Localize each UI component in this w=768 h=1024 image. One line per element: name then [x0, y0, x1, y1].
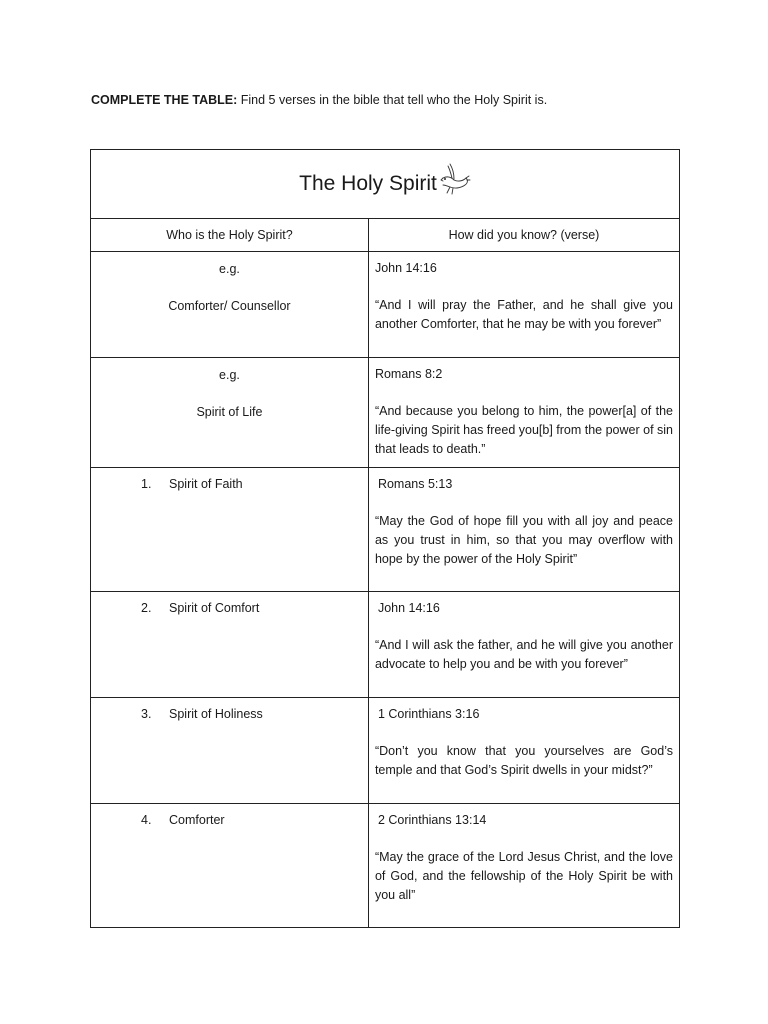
verse-quote: “And I will pray the Father, and he shall give you another Comforter, that he may be with you forever”	[374, 298, 673, 331]
who-text: Spirit of Life	[196, 405, 263, 419]
verse-quote: “Don’t you know that you yourselves are God’s temple and that God’s Spirit dwells in your midst?”	[374, 744, 673, 777]
who-text: Spirit of Holiness	[169, 707, 263, 721]
row-number: 1.	[141, 477, 152, 491]
row-number: 3.	[141, 707, 152, 721]
instruction-bold: COMPLETE THE TABLE:	[91, 93, 238, 107]
holy-spirit-table	[90, 149, 680, 928]
verse-reference: Romans 5:13	[377, 477, 453, 491]
dove-icon	[439, 163, 471, 197]
who-cell	[91, 592, 369, 698]
table-row	[91, 358, 680, 468]
example-tag: e.g.	[219, 262, 240, 276]
verse-quote: “And I will ask the father, and he will give you another advocate to help you and be with you forever”	[374, 638, 673, 671]
instruction-line	[91, 93, 547, 107]
verse-reference: 1 Corinthians 3:16	[377, 707, 480, 721]
who-cell	[91, 804, 369, 928]
instruction-text: Find 5 verses in the bible that tell who the Holy Spirit is.	[237, 93, 548, 107]
table-row	[91, 698, 680, 804]
who-text: Comforter/ Counsellor	[168, 299, 291, 313]
who-cell	[91, 468, 369, 592]
verse-cell	[368, 698, 679, 804]
verse-quote: “May the God of hope fill you with all joy and peace as you trust in him, so that you may overflow with hope by the power of the Holy Spirit”	[374, 514, 673, 566]
row-number: 2.	[141, 601, 152, 615]
verse-reference: 2 Corinthians 13:14	[377, 813, 487, 827]
who-text: Comforter	[169, 813, 225, 827]
verse-reference: Romans 8:2	[374, 367, 443, 381]
verse-reference: John 14:16	[374, 261, 437, 275]
verse-quote: “And because you belong to him, the power[a] of the life-giving Spirit has freed you[b] from the power of sin that leads to death.”	[374, 404, 673, 456]
row-number: 4.	[141, 813, 152, 827]
header-verse: How did you know? (verse)	[368, 219, 679, 252]
table-row	[91, 252, 680, 358]
verse-reference: John 14:16	[377, 601, 440, 615]
verse-cell	[368, 468, 679, 592]
who-cell	[91, 252, 369, 358]
header-row	[91, 219, 680, 252]
verse-cell	[368, 804, 679, 928]
verse-cell	[368, 252, 679, 358]
who-text: Spirit of Comfort	[169, 601, 260, 615]
table-title: The Holy Spirit	[299, 172, 437, 195]
who-cell	[91, 698, 369, 804]
table-row	[91, 468, 680, 592]
example-tag: e.g.	[219, 368, 240, 382]
who-cell	[91, 358, 369, 468]
verse-cell	[368, 592, 679, 698]
verse-cell	[368, 358, 679, 468]
title-row	[91, 150, 680, 219]
title-cell	[91, 150, 680, 219]
who-text: Spirit of Faith	[169, 477, 243, 491]
table-row	[91, 804, 680, 928]
verse-quote: “May the grace of the Lord Jesus Christ, and the love of God, and the fellowship of the Holy Spirit be with you all”	[374, 850, 673, 902]
header-who: Who is the Holy Spirit?	[91, 219, 369, 252]
table-row	[91, 592, 680, 698]
